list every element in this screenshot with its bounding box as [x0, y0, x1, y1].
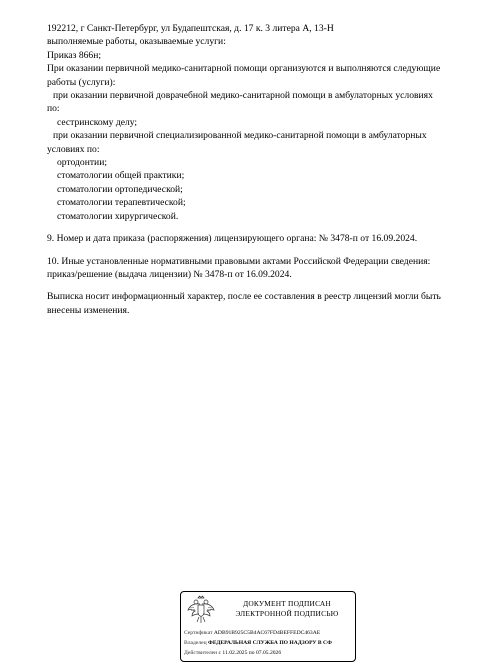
- valid-value: с 11.02.2025 по 07.05.2026: [218, 650, 282, 656]
- stamp-title-line: ДОКУМЕНТ ПОДПИСАН: [243, 599, 331, 608]
- stamp-owner-row: [184, 640, 332, 647]
- disclaimer-note: Выписка носит информационный характер, после ее составления в реестр лицензий могли быть: [47, 291, 441, 303]
- certificate-value: ADB91B925C5B4AC67FD4BEFFEDC463AE: [213, 630, 321, 636]
- stamp-title-line: ЭЛЕКТРОННОЙ ПОДПИСЬЮ: [235, 608, 339, 618]
- service-item: сестринскому делу;: [57, 116, 138, 128]
- prehospital-care-line-cont: по:: [47, 103, 60, 115]
- service-item: стоматологии общей практики;: [57, 170, 185, 182]
- order-reference: Приказ 866н;: [47, 49, 102, 61]
- service-item: стоматологии хирургической.: [57, 210, 179, 222]
- item-9-order-number: 9. Номер и дата приказа (распоряжения) лицензирующего органа: № 3478-п от 16.09.2024.: [47, 233, 418, 245]
- owner-value: ФЕДЕРАЛЬНАЯ СЛУЖБА ПО НАДЗОРУ В СФ: [208, 640, 332, 646]
- stamp-certificate-row: [184, 630, 320, 637]
- care-intro-line: При оказании первичной медико-санитарной помощи организуются и выполняются следующие: [47, 63, 441, 75]
- electronic-signature-stamp: [180, 591, 356, 662]
- service-item: стоматологии ортопедической;: [57, 183, 183, 195]
- prehospital-care-line: при оказании первичной доврачебной медико-санитарной помощи в амбулаторных условиях: [53, 90, 433, 102]
- specialized-care-line-cont: условиях по:: [47, 143, 100, 155]
- valid-label: Действителен: [184, 650, 218, 656]
- specialized-care-line: при оказании первичной специализированной медико-санитарной помощи в амбулаторных: [53, 130, 427, 142]
- item-10-other-info: 10. Иные установленные нормативными правовыми актами Российской Федерации сведения:: [47, 255, 431, 267]
- coat-of-arms-icon: [187, 595, 215, 625]
- certificate-label: Сертификат: [184, 630, 213, 636]
- works-heading: выполняемые работы, оказываемые услуги:: [47, 36, 226, 48]
- document-body: [47, 22, 487, 317]
- stamp-title: [221, 599, 353, 618]
- item-10-other-info-cont: приказ/решение (выдача лицензии) № 3478-п от 16.09.2024.: [47, 268, 292, 280]
- service-item: стоматологии терапевтической;: [57, 197, 186, 209]
- service-item: ортодонтии;: [57, 157, 107, 169]
- stamp-validity-row: [184, 650, 281, 657]
- owner-label: Владелец: [184, 640, 207, 646]
- care-intro-line-cont: работы (услуги):: [47, 76, 116, 88]
- disclaimer-note-cont: внесены изменения.: [47, 304, 130, 316]
- address-line: 192212, г Санкт-Петербург, ул Будапештская, д. 17 к. 3 литера А, 13-Н: [47, 23, 334, 34]
